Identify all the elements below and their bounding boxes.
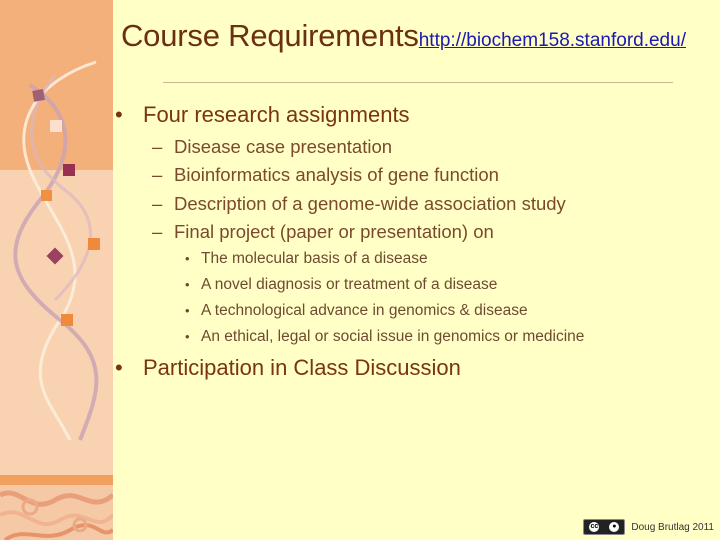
title-divider <box>163 82 673 83</box>
list-item <box>152 136 392 158</box>
list-item-text: Four research assignments <box>143 102 410 127</box>
author-credit: Doug Brutlag 2011 <box>631 521 714 533</box>
list-item-text: Disease case presentation <box>174 136 393 157</box>
footer <box>583 518 714 536</box>
dash-mark: – <box>152 164 163 185</box>
list-item-text: Description of a genome-wide association study <box>174 193 566 214</box>
list-item-text: A novel diagnosis or treatment of a disease <box>201 276 498 293</box>
list-item <box>152 193 566 215</box>
list-item-text: An ethical, legal or social issue in genomics or medicine <box>201 328 585 345</box>
bullet-mark: • <box>185 277 190 292</box>
bullet-mark: • <box>185 303 190 318</box>
list-item-text: Final project (paper or presentation) on <box>174 221 494 242</box>
dna-helix-icon <box>0 0 113 475</box>
list-item <box>185 250 428 268</box>
list-item-text: Participation in Class Discussion <box>143 355 461 380</box>
bullet-mark: • <box>185 251 190 266</box>
bullet-mark: • <box>115 102 123 127</box>
bullet-mark: • <box>115 355 123 380</box>
sidebar-band <box>0 475 113 485</box>
dash-mark: – <box>152 193 163 214</box>
list-item-text: A technological advance in genomics & disease <box>201 302 528 319</box>
dash-mark: – <box>152 221 163 242</box>
list-item <box>152 221 494 243</box>
list-item <box>115 102 410 128</box>
page-title: Course Requirements <box>121 18 419 53</box>
title-row <box>121 18 716 62</box>
course-website-link[interactable]: http://biochem158.stanford.edu/ <box>418 30 686 51</box>
person-icon: ● <box>609 522 619 532</box>
list-item <box>115 355 461 381</box>
list-item <box>185 276 497 294</box>
dash-mark: – <box>152 136 163 157</box>
bullet-mark: • <box>185 329 190 344</box>
swirl-pattern-icon <box>0 485 113 540</box>
list-item <box>185 328 584 346</box>
list-item-text: Bioinformatics analysis of gene function <box>174 164 499 185</box>
sidebar-swirl-pattern <box>0 485 113 540</box>
list-item <box>185 302 528 320</box>
cc-badge-label: cc <box>590 523 599 530</box>
creative-commons-license-icon <box>583 519 625 535</box>
list-item <box>152 164 499 186</box>
decorative-sidebar <box>0 0 113 540</box>
list-item-text: The molecular basis of a disease <box>201 250 428 267</box>
